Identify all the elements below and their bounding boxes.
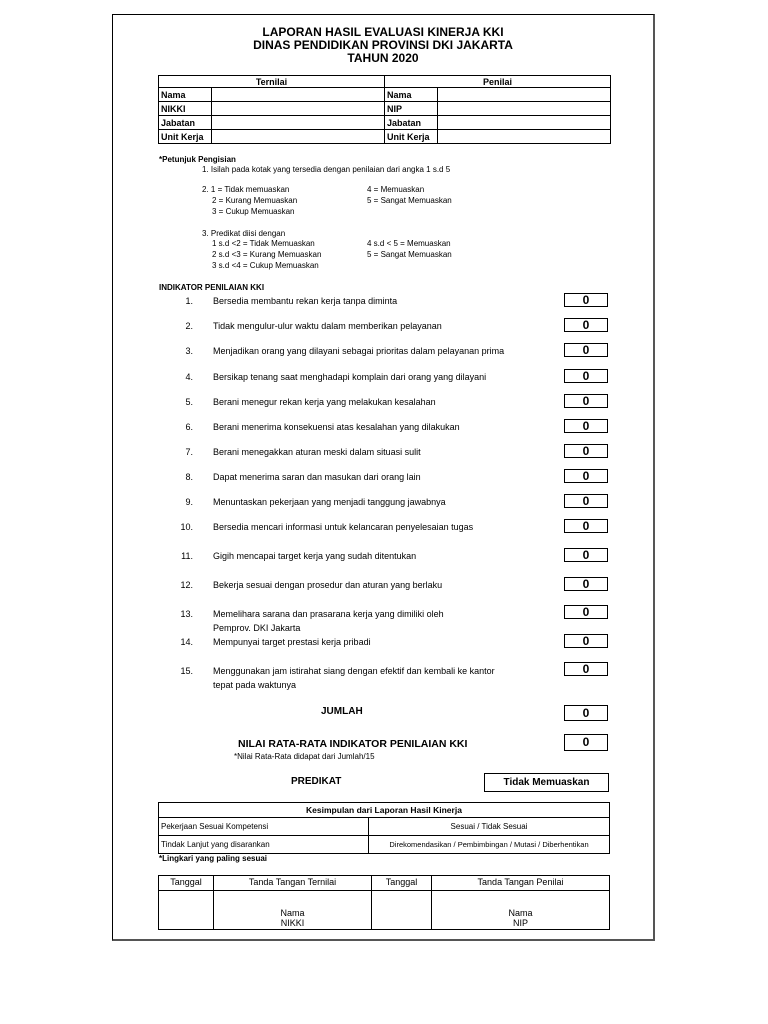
indicator-15-text: Menggunakan jam istirahat siang dengan efektif dan kembali ke kantor xyxy=(213,666,495,676)
indicator-10-score[interactable]: 0 xyxy=(564,519,608,533)
instruction-step-3-b: 2 s.d <3 = Kurang Memuaskan xyxy=(212,250,322,259)
penilai-unit-kerja-field[interactable] xyxy=(438,130,611,144)
indicator-4-number: 4. xyxy=(185,372,193,382)
indicator-9-score[interactable]: 0 xyxy=(564,494,608,508)
instruction-step-3-label: 3. Predikat diisi dengan xyxy=(202,229,286,238)
indicator-4-score[interactable]: 0 xyxy=(564,369,608,383)
indicator-11-text: Gigih mencapai target kerja yang sudah ditentukan xyxy=(213,551,417,561)
penilai-nip-field[interactable] xyxy=(438,102,611,116)
indicator-1-text: Bersedia membantu rekan kerja tanpa diminta xyxy=(213,296,398,306)
indicator-1-score[interactable]: 0 xyxy=(564,293,608,307)
instruction-step-3-e: 5 = Sangat Memuaskan xyxy=(367,250,452,259)
penilai-unit-kerja-label: Unit Kerja xyxy=(385,130,438,144)
indicators-title: INDIKATOR PENILAIAN KKI xyxy=(159,283,265,292)
indicator-4-text: Bersikap tenang saat menghadapi komplain dari orang yang dilayani xyxy=(213,372,487,382)
ternilai-unit-kerja-field[interactable] xyxy=(212,130,385,144)
ternilai-jabatan-label: Jabatan xyxy=(159,116,212,130)
sig-penilai-name-label: Nama xyxy=(508,908,533,918)
lingkari-note: *Lingkari yang paling sesuai xyxy=(159,854,268,863)
instruction-step-2-d: 4 = Memuaskan xyxy=(367,185,425,194)
indicator-13-number: 13. xyxy=(180,609,193,619)
instruction-step-3-d: 4 s.d < 5 = Memuaskan xyxy=(367,239,451,248)
indicator-12-number: 12. xyxy=(180,580,193,590)
indicator-14-text: Mempunyai target prestasi kerja pribadi xyxy=(213,637,371,647)
ternilai-nama-label: Nama xyxy=(159,88,212,102)
sig-tanggal-cell-left[interactable] xyxy=(159,891,214,930)
indicator-8-score[interactable]: 0 xyxy=(564,469,608,483)
signature-table xyxy=(158,875,610,930)
rata-rata-label: NILAI RATA-RATA INDIKATOR PENILAIAN KKI xyxy=(238,738,468,750)
jumlah-value: 0 xyxy=(564,705,608,721)
indicator-6-score[interactable]: 0 xyxy=(564,419,608,433)
indicator-3-text: Menjadikan orang yang dilayani sebagai prioritas dalam pelayanan prima xyxy=(213,346,505,356)
sig-ternilai-name-value: NIKKI xyxy=(280,918,305,928)
instruction-step-1: 1. Isilah pada kotak yang tersedia dengan penilaian dari angka 1 s.d 5 xyxy=(202,165,451,174)
penilai-nama-field[interactable] xyxy=(438,88,611,102)
indicator-6-text: Berani menerima konsekuensi atas kesalahan yang dilakukan xyxy=(213,422,460,432)
rata-rata-value: 0 xyxy=(564,734,608,751)
indicator-14-number: 14. xyxy=(180,637,193,647)
sig-tanggal-header-left: Tanggal xyxy=(159,876,214,891)
instruction-step-2-a: 2. 1 = Tidak memuaskan xyxy=(202,185,290,194)
indicator-11-score[interactable]: 0 xyxy=(564,548,608,562)
sig-tanggal-header-right: Tanggal xyxy=(372,876,432,891)
indicator-13-text-continued: Pemprov. DKI Jakarta xyxy=(213,623,301,633)
penilai-nip-label: NIP xyxy=(385,102,438,116)
sig-ternilai-name-label: Nama xyxy=(280,908,305,918)
predikat-value: Tidak Memuaskan xyxy=(484,773,609,792)
indicator-5-text: Berani menegur rekan kerja yang melakukan kesalahan xyxy=(213,397,436,407)
instruction-step-2-b: 2 = Kurang Memuaskan xyxy=(212,196,298,205)
sig-tanggal-cell-right[interactable] xyxy=(372,891,432,930)
indicator-3-score[interactable]: 0 xyxy=(564,343,608,357)
instruction-step-2-e: 5 = Sangat Memuaskan xyxy=(367,196,452,205)
evaluation-form-page xyxy=(112,14,655,941)
predikat-label: PREDIKAT xyxy=(291,776,342,787)
indicator-10-number: 10. xyxy=(180,522,193,532)
sig-penilai-name-value: NIP xyxy=(512,918,528,928)
ternilai-nama-field[interactable] xyxy=(212,88,385,102)
indicator-8-number: 8. xyxy=(185,472,193,482)
indicator-7-score[interactable]: 0 xyxy=(564,444,608,458)
penilai-nama-label: Nama xyxy=(385,88,438,102)
indicator-9-text: Menuntaskan pekerjaan yang menjadi tanggung jawabnya xyxy=(213,497,446,507)
indicator-1-number: 1. xyxy=(185,296,193,306)
sig-ternilai-header: Tanda Tangan Ternilai xyxy=(214,876,372,891)
sig-penilai-header: Tanda Tangan Penilai xyxy=(432,876,610,891)
indicator-15-number: 15. xyxy=(180,666,193,676)
instruction-step-2-c: 3 = Cukup Memuaskan xyxy=(212,207,295,216)
ternilai-header: Ternilai xyxy=(159,76,385,88)
kesimpulan-title: Kesimpulan dari Laporan Hasil Kinerja xyxy=(159,803,610,818)
sig-penilai-cell[interactable] xyxy=(432,891,610,930)
indicator-10-text: Bersedia mencari informasi untuk kelancaran penyelesaian tugas xyxy=(213,522,474,532)
instructions-title: *Petunjuk Pengisian xyxy=(159,155,236,164)
tindak-lanjut-options[interactable]: Direkomendasikan / Pembimbingan / Mutasi / Diberhentikan xyxy=(369,836,610,854)
indicator-14-score[interactable]: 0 xyxy=(564,634,608,648)
indicator-5-score[interactable]: 0 xyxy=(564,394,608,408)
sig-ternilai-cell[interactable] xyxy=(214,891,372,930)
kompetensi-label: Pekerjaan Sesuai Kompetensi xyxy=(159,818,369,836)
indicator-5-number: 5. xyxy=(185,397,193,407)
ternilai-nikki-label: NIKKI xyxy=(159,102,212,116)
form-title-line2: DINAS PENDIDIKAN PROVINSI DKI JAKARTA xyxy=(253,38,513,52)
identity-table xyxy=(158,75,611,144)
tindak-lanjut-label: Tindak Lanjut yang disarankan xyxy=(159,836,369,854)
ternilai-jabatan-field[interactable] xyxy=(212,116,385,130)
rata-rata-note: *Nilai Rata-Rata didapat dari Jumlah/15 xyxy=(234,752,375,761)
indicator-2-number: 2. xyxy=(185,321,193,331)
form-title-line3: TAHUN 2020 xyxy=(347,51,419,65)
penilai-jabatan-label: Jabatan xyxy=(385,116,438,130)
ternilai-unit-kerja-label: Unit Kerja xyxy=(159,130,212,144)
indicator-6-number: 6. xyxy=(185,422,193,432)
indicator-2-score[interactable]: 0 xyxy=(564,318,608,332)
indicator-2-text: Tidak mengulur-ulur waktu dalam memberikan pelayanan xyxy=(213,321,442,331)
indicator-9-number: 9. xyxy=(185,497,193,507)
indicator-7-number: 7. xyxy=(185,447,193,457)
form-title-line1: LAPORAN HASIL EVALUASI KINERJA KKI xyxy=(262,25,504,39)
indicator-15-text-continued: tepat pada waktunya xyxy=(213,680,297,690)
indicator-7-text: Berani menegakkan aturan meski dalam situasi sulit xyxy=(213,447,421,457)
jumlah-label: JUMLAH xyxy=(321,706,363,717)
kompetensi-options[interactable]: Sesuai / Tidak Sesuai xyxy=(369,818,610,836)
indicator-13-text: Memelihara sarana dan prasarana kerja yang dimiliki oleh xyxy=(213,609,444,619)
indicator-3-number: 3. xyxy=(185,346,193,356)
indicator-13-score[interactable]: 0 xyxy=(564,605,608,619)
penilai-jabatan-field[interactable] xyxy=(438,116,611,130)
ternilai-nikki-field[interactable] xyxy=(212,102,385,116)
indicator-15-score[interactable]: 0 xyxy=(564,662,608,676)
indicator-12-score[interactable]: 0 xyxy=(564,577,608,591)
indicator-12-text: Bekerja sesuai dengan prosedur dan aturan yang berlaku xyxy=(213,580,443,590)
kesimpulan-table xyxy=(158,802,610,854)
indicator-8-text: Dapat menerima saran dan masukan dari orang lain xyxy=(213,472,421,482)
instruction-step-3-c: 3 s.d <4 = Cukup Memuaskan xyxy=(212,261,319,270)
instruction-step-3-a: 1 s.d <2 = Tidak Memuaskan xyxy=(212,239,315,248)
penilai-header: Penilai xyxy=(385,76,611,88)
indicator-11-number: 11. xyxy=(181,551,193,561)
